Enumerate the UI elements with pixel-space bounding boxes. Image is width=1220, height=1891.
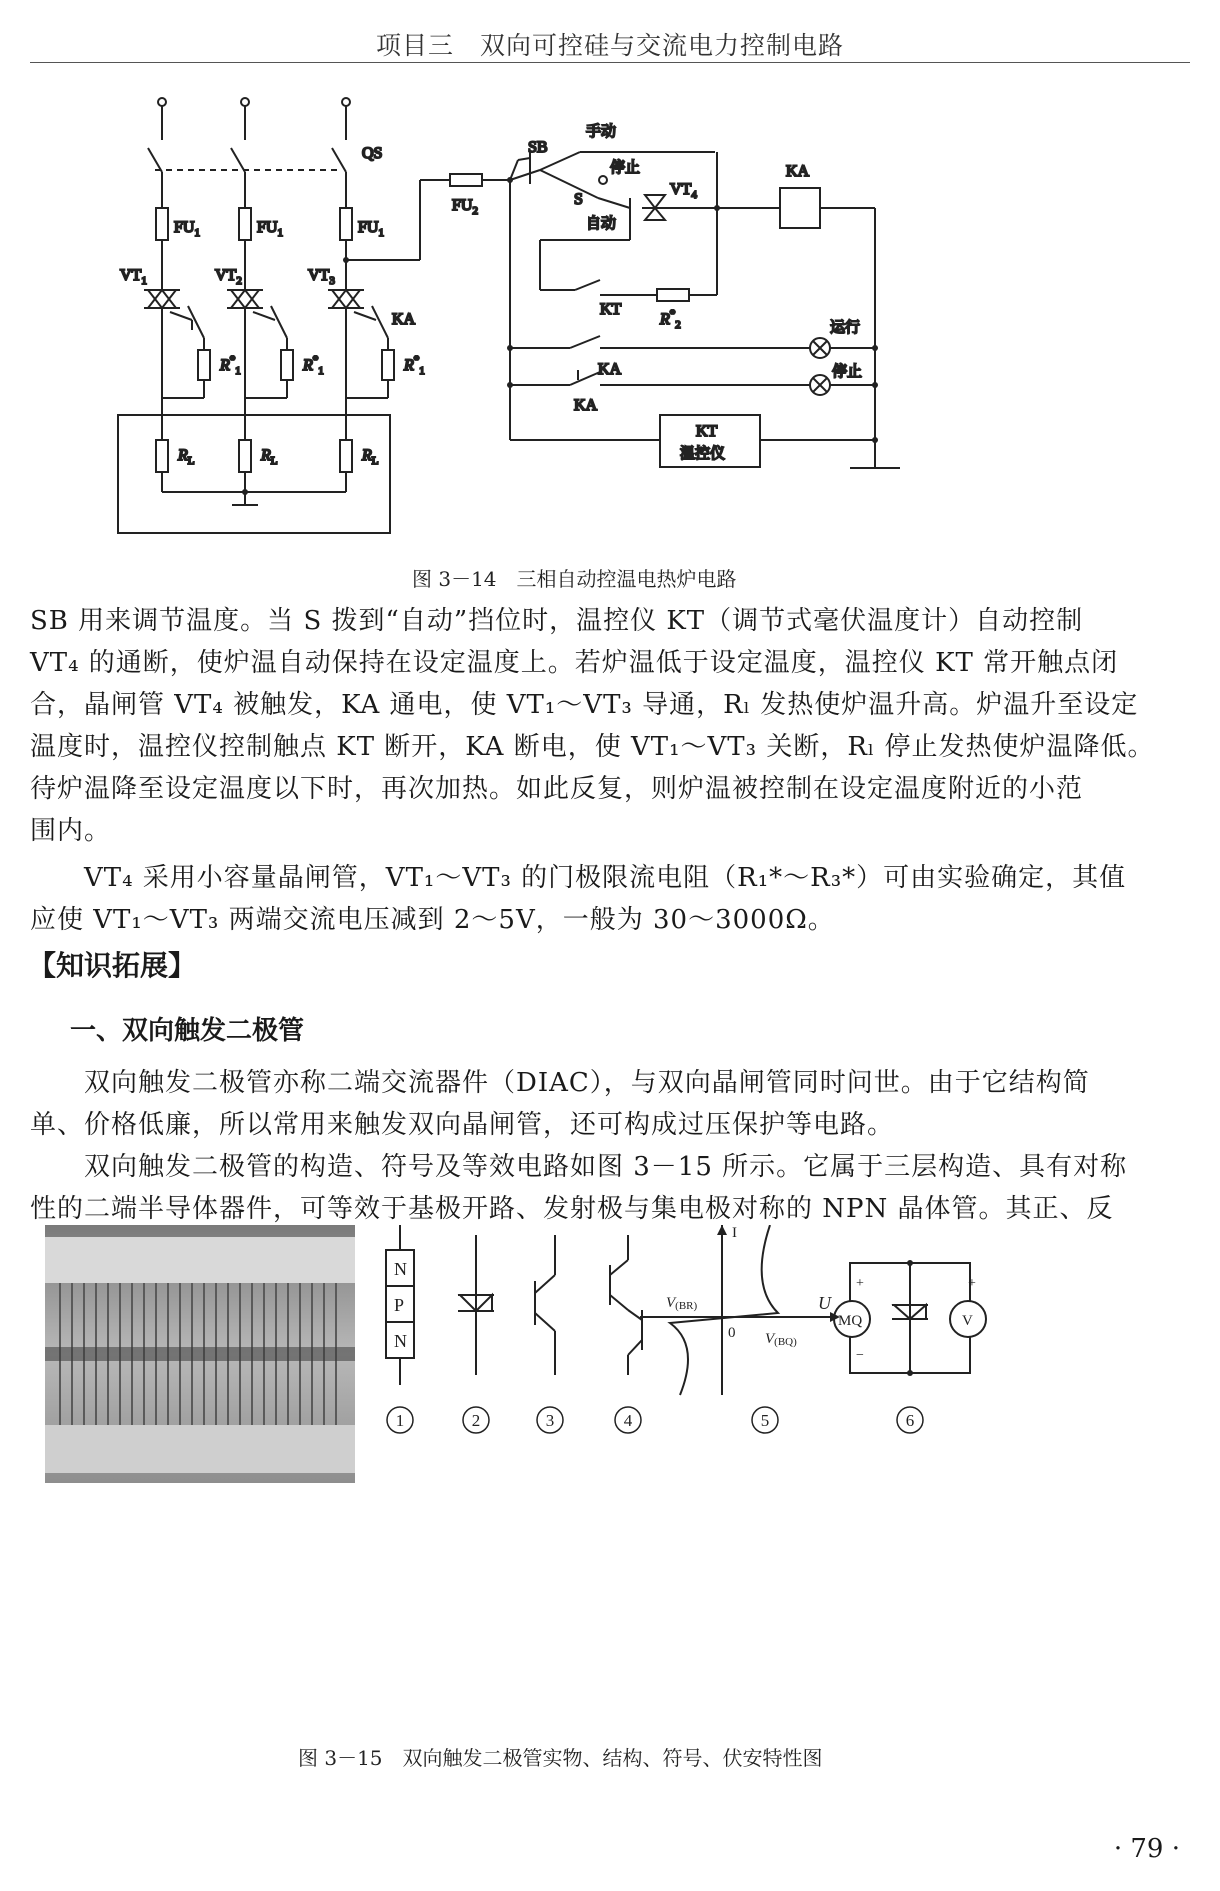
meter-mq-minus: − [856,1348,864,1363]
label-kt-box-name: 温控仪 [680,444,726,462]
label-stop-position: 停止 [610,158,641,176]
knowledge-heading: 【知识拓展】 [28,949,197,982]
label-rl-b: $R_L$ [261,447,278,467]
figure-3-15-caption: 图 3－15 双向触发二极管实物、结构、符号、伏安特性图 [298,1746,823,1770]
label-rl-c: $R_L$ [362,447,379,467]
label-run-lamp: 运行 [830,318,861,336]
label-kt-box: KT [696,423,718,440]
section-1-paragraph-2: 双向触发二极管的构造、符号及等效电路如图 3－15 所示。它属于三层构造、具有对称 性的二端半导体器件，可等效于基极开路、发射极与集电极对称的 NPN 晶体管。其正、反 [30,1152,1128,1224]
label-stop-lamp: 停止 [832,362,863,380]
label-auto: 自动 [586,214,617,232]
label-fu1-b: $FU_1$ [257,219,283,239]
label-fu2: $FU_2$ [452,197,478,217]
diac-photo [45,1225,355,1483]
graph-voltage-label: U [818,1293,831,1313]
layer-p: P [394,1295,405,1315]
label-rl-a: $R_L$ [178,447,195,467]
triac-vt3 [328,290,364,308]
running-header: 项目三 双向可控硅与交流电力控制电路 [375,31,844,60]
label-ka-run: KA [598,361,622,378]
label-s: S [574,191,583,208]
two-transistor-equivalent [610,1235,642,1375]
header-rule [30,62,1190,63]
marker-5: 5 [760,1411,770,1430]
label-manual: 手动 [586,122,617,140]
transistor-equivalent [535,1235,555,1375]
marker-6: 6 [905,1411,915,1430]
label-qs: QS [362,145,383,162]
meter-v: V [962,1313,973,1329]
graph-vbq: V(BQ) [765,1331,797,1348]
page-number: · 79 · [1113,1834,1180,1864]
label-vt3: $VT_3$ [308,267,335,287]
meter-mq-plus: + [856,1276,864,1291]
layer-n-bottom: N [394,1331,407,1351]
label-ka-contact: KA [392,311,416,328]
label-kt: KT [600,301,622,318]
body-paragraph-1: SB 用来调节温度。当 S 拨到“自动”挡位时，温控仪 KT（调节式毫伏温度计）自动控制 VT₄ 的通断，使炉温自动保持在设定温度上。若炉温低于设定温度，温控仪 KT 常开触点闭 合，晶闸管 VT₄ 被触发，KA 通电，使 VT₁～VT₃ 导通，Rₗ 发热使炉温升高。炉温升至设定 温度时，温控仪控制触点 KT 断开，KA 断电，使 VT₁～VT₃ 关断，Rₗ 停止发热使炉温降低。 待炉温降至设定温度以下时，再次加热。如此反复，则炉温被控制在设定温度附近的小范 围内。 [30,606,1155,846]
meter-mq: MQ [838,1313,863,1329]
graph-origin: 0 [728,1325,736,1341]
layer-n-top: N [394,1259,407,1279]
triac-vt2 [227,290,263,308]
label-vt2: $VT_2$ [215,267,242,287]
label-ka-coil: KA [786,163,810,180]
label-r1-b: $R^*_1$ [303,354,324,377]
label-fu1-a: $FU_1$ [174,219,200,239]
label-fu1-c: $FU_1$ [358,219,384,239]
diac-symbol [458,1235,494,1375]
figure-3-15 [30,1225,1190,1705]
triac-vt1 [144,290,180,308]
section-1-heading: 一、双向触发二极管 [70,1016,305,1046]
phase-lines [118,98,900,533]
label-sb: SB [528,139,548,156]
body-paragraph-2: VT₄ 采用小容量晶闸管，VT₁～VT₃ 的门极限流电阻（R₁*～R₃*）可由实验确定，其值 应使 VT₁～VT₃ 两端交流电压减到 2～5V，一般为 30～3000Ω。 [30,863,1127,935]
marker-2: 2 [471,1411,481,1430]
graph-current-label: I [732,1225,737,1241]
section-1-paragraph-1: 双向触发二极管亦称二端交流器件（DIAC），与双向晶闸管同时问世。由于它结构简 单、价格低廉，所以常用来触发双向晶闸管，还可构成过压保护等电路。 [30,1068,1090,1140]
meter-v-plus: + [968,1276,976,1291]
label-r1-a: $R^*_1$ [220,354,241,377]
marker-4: 4 [623,1411,633,1430]
marker-1: 1 [395,1411,405,1430]
graph-vbr: V(BR) [666,1295,698,1312]
label-ka-stop: KA [574,397,598,414]
label-vt4: $VT_4$ [670,181,697,201]
label-r1-c: $R^*_1$ [404,354,425,377]
marker-3: 3 [545,1411,555,1430]
label-r2: $R^*_2$ [660,308,681,331]
load-box [118,415,390,533]
figure-3-14-caption: 图 3－14 三相自动控温电热炉电路 [412,567,737,591]
label-vt1: $VT_1$ [120,267,147,287]
